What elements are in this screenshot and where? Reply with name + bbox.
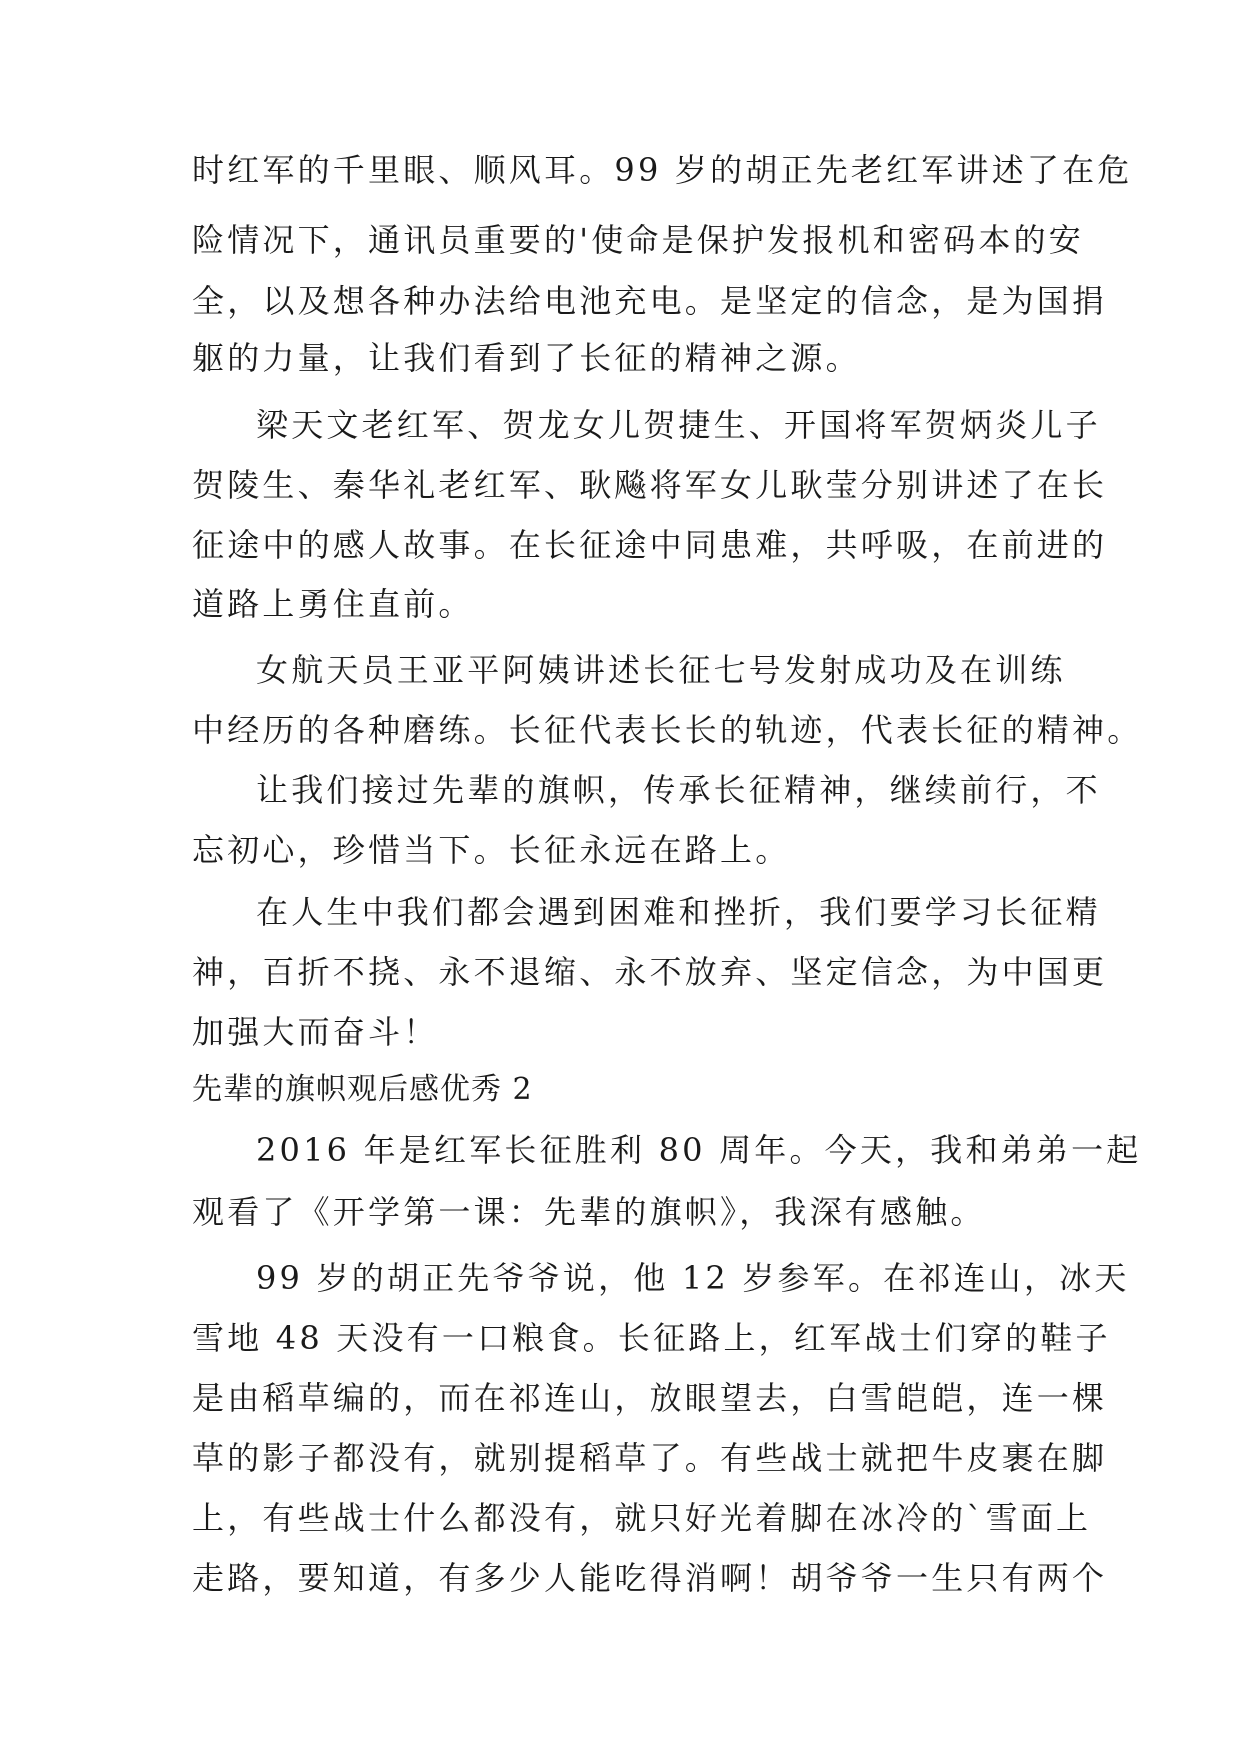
text-line: 中经历的各种磨练。长征代表长长的轨迹，代表长征的精神。 bbox=[192, 711, 1143, 749]
text-line: 忘初心，珍惜当下。长征永远在路上。 bbox=[192, 831, 791, 869]
text-line: 时红军的千里眼、顺风耳。99 岁的胡正先老红军讲述了在危 bbox=[192, 151, 1133, 189]
text-line: 上，有些战士什么都没有，就只好光着脚在冰冷的`雪面上 bbox=[192, 1499, 1092, 1537]
text-line: 全，以及想各种办法给电池充电。是坚定的信念，是为国捐 bbox=[192, 282, 1108, 320]
text-line: 险情况下，通讯员重要的'使命是保护发报机和密码本的安 bbox=[192, 221, 1084, 259]
text-line: 让我们接过先辈的旗帜，传承长征精神，继续前行，不 bbox=[256, 771, 1101, 809]
text-line: 99 岁的胡正先爷爷说，他 12 岁参军。在祁连山，冰天 bbox=[256, 1259, 1130, 1297]
text-line: 2016 年是红军长征胜利 80 周年。今天，我和弟弟一起 bbox=[256, 1131, 1142, 1169]
text-line: 观看了《开学第一课：先辈的旗帜》，我深有感触。 bbox=[192, 1193, 986, 1231]
text-line: 雪地 48 天没有一口粮食。长征路上，红军战士们穿的鞋子 bbox=[192, 1319, 1111, 1357]
text-line: 道路上勇住直前。 bbox=[192, 585, 474, 623]
text-line: 神，百折不挠、永不退缩、永不放弃、坚定信念，为中国更 bbox=[192, 953, 1108, 991]
text-line: 加强大而奋斗！ bbox=[192, 1013, 439, 1051]
text-line: 草的影子都没有，就别提稻草了。有些战士就把牛皮裹在脚 bbox=[192, 1439, 1108, 1477]
text-line: 贺陵生、秦华礼老红军、耿飚将军女儿耿莹分别讲述了在长 bbox=[192, 466, 1108, 504]
text-line: 走路，要知道，有多少人能吃得消啊！胡爷爷一生只有两个 bbox=[192, 1559, 1108, 1597]
section-heading: 先辈的旗帜观后感优秀 2 bbox=[192, 1072, 533, 1107]
text-line: 躯的力量，让我们看到了长征的精神之源。 bbox=[192, 339, 861, 377]
text-line: 是由稻草编的，而在祁连山，放眼望去，白雪皑皑，连一棵 bbox=[192, 1379, 1108, 1417]
text-line: 女航天员王亚平阿姨讲述长征七号发射成功及在训练 bbox=[256, 651, 1066, 689]
text-line: 征途中的感人故事。在长征途中同患难，共呼吸，在前进的 bbox=[192, 526, 1108, 564]
text-line: 梁天文老红军、贺龙女儿贺捷生、开国将军贺炳炎儿子 bbox=[256, 406, 1101, 444]
text-line: 在人生中我们都会遇到困难和挫折，我们要学习长征精 bbox=[256, 893, 1101, 931]
